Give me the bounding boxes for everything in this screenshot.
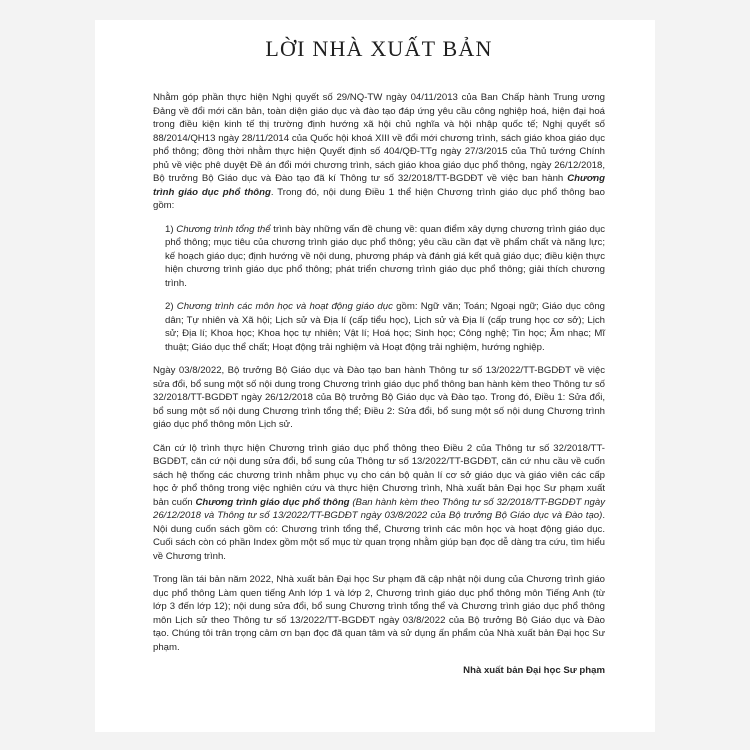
list-item-text: gồm: Ngữ văn; Toán; Ngoại ngữ; Giáo dục công dân; Tự nhiên và Xã hội; Lịch sử và Địa lí (cấp tiểu học), Lịch sử và Địa lí (cấp trung học cơ sở); Lịch sử; Địa lí; Khoa học; Khoa học tự nhiên; Vật lí; Hoá học; Sinh học; Công nghệ; Tin học; Âm nhạc; Mĩ thuật; Giáo dục thể chất; Hoạt động trải nghiệm và Hoạt động trải nghiệm, hướng nghiệp. [165,301,605,353]
paragraph-reprint: Trong lần tái bản năm 2022, Nhà xuất bản Đại học Sư phạm đã cập nhật nội dung của Chương trình giáo dục phổ thông Làm quen tiếng Anh lớp 1 và lớp 2, Chương trình giáo dục phổ thông môn Tiếng Anh (từ lớp 3 đến lớp 12); nội dung sửa đổi, bổ sung Chương trình tổng thể và Chương trình giáo dục phổ thông môn Lịch sử theo Thông tư số 13/2022/TT-BGDĐT ngày 03/8/2022 của Bộ trưởng Bộ Giáo dục và Đào tạo. Chúng tôi trân trọng cảm ơn bạn đọc đã quan tâm và sử dụng ấn phẩm của Nhà xuất bản Đại học Sư phạm. [153,574,605,653]
intro-text-end: . Trong đó, nội dung Điều 1 thể hiện Chương trình giáo dục phổ thông bao gồm: [153,186,605,211]
publication-book-subtitle: (Ban hành kèm theo Thông tư số 32/2018/TT-BGDĐT ngày 26/12/2018 và Thông tư số 13/2022/TT-BGDĐT ngày 03/8/2022 của Bộ trưởng Bộ Giáo dục và Đào tạo) [153,496,606,521]
publisher-signature: Nhà xuất bản Đại học Sư phạm [463,665,605,676]
intro-text: Nhằm góp phần thực hiện Nghị quyết số 29/NQ-TW ngày 04/11/2013 của Ban Chấp hành Trung ương Đảng về đổi mới căn bản, toàn diện giáo dục và đào tạo đáp ứng yêu cầu công nghiệp hoá, hiện đại hoá trong điều kiện kinh tế thị trường định hướng xã hội chủ nghĩa và hội nhập quốc tế; Nghị quyết số 88/2014/QH13 ngày 28/11/2014 của Quốc hội khoá XIII về đổi mới chương trình, sách giáo khoa giáo dục phổ thông; đồng thời nhằm thực hiện Quyết định số 404/QĐ-TTg ngày 27/3/2015 của Thủ tướng Chính phủ về việc phê duyệt Đề án đổi mới chương trình, sách giáo khoa giáo dục phổ thông, ngày 26/12/2018, Bộ trưởng Bộ Giáo dục và Đào tạo đã kí Thông tư số 32/2018/TT-BGDĐT về việc ban hành [153,92,605,184]
list-item-1 [165,223,605,291]
intro-book-title: Chương trình giáo dục phổ thông [153,173,606,198]
list-item-2 [165,300,605,354]
list-item-title: Chương trình các môn học và hoạt động giáo dục [176,301,393,312]
list-item-text: trình bày những vấn đề chung về: quan điểm xây dựng chương trình giáo dục phổ thông; mục tiêu của chương trình giáo dục phổ thông; yêu cầu cần đạt về phẩm chất và năng lực; kế hoạch giáo dục; định hướng về nội dung, phương pháp và đánh giá kết quả giáo dục; điều kiện thực hiện chương trình giáo dục phổ thông; phát triển chương trình giáo dục phổ thông; giải thích chương trình. [165,223,605,289]
page-content [153,34,605,678]
publication-text-end: . Nội dung cuốn sách gồm có: Chương trình tổng thể, Chương trình các môn học và hoạt động giáo dục. Cuối sách còn có phần Index gồm một số mục từ quan trọng nhằm giúp bạn đọc dễ dàng tra cứu, tìm hiểu về Chương trình. [153,510,605,562]
paragraph-publication [153,442,605,564]
page-title: LỜI NHÀ XUẤT BẢN [265,36,493,61]
publication-book-title: Chương trình giáo dục phổ thông [195,496,350,508]
list-number: 2) [165,301,174,312]
book-page [95,20,655,732]
list-number: 1) [165,223,174,235]
paragraph-intro [153,91,605,213]
list-item-title: Chương trình tổng thể [176,223,271,235]
paragraph-amendment: Ngày 03/8/2022, Bộ trưởng Bộ Giáo dục và Đào tạo ban hành Thông tư số 13/2022/TT-BGDĐT về việc sửa đổi, bổ sung một số nội dung trong Chương trình giáo dục phổ thông ban hành kèm theo Thông tư số 32/2018/TT-BGDĐT ngày 26/12/2018 của Bộ trưởng Bộ Giáo dục và Đào tạo. Trong đó, Điều 1: Sửa đổi, bổ sung một số nội dung Chương trình tổng thể; Điều 2: Sửa đổi, bổ sung một số nội dung Chương trình giáo dục phổ thông môn Lịch sử. [153,365,605,430]
publication-text: Căn cứ lộ trình thực hiện Chương trình giáo dục phổ thông theo Điều 2 của Thông tư số 32/2018/TT-BGDĐT, căn cứ nội dung sửa đổi, bổ sung của Thông tư số 13/2022/TT-BGDĐT, căn cứ nhu cầu về cuốn sách hệ thống các chương trình nhằm phục vụ cho cán bộ quản lí cơ sở giáo dục và giáo viên các cấp học ở phổ thông trong việc nghiên cứu và thực hiện Chương trình, Nhà xuất bản Đại học Sư phạm xuất bản cuốn [153,442,605,508]
